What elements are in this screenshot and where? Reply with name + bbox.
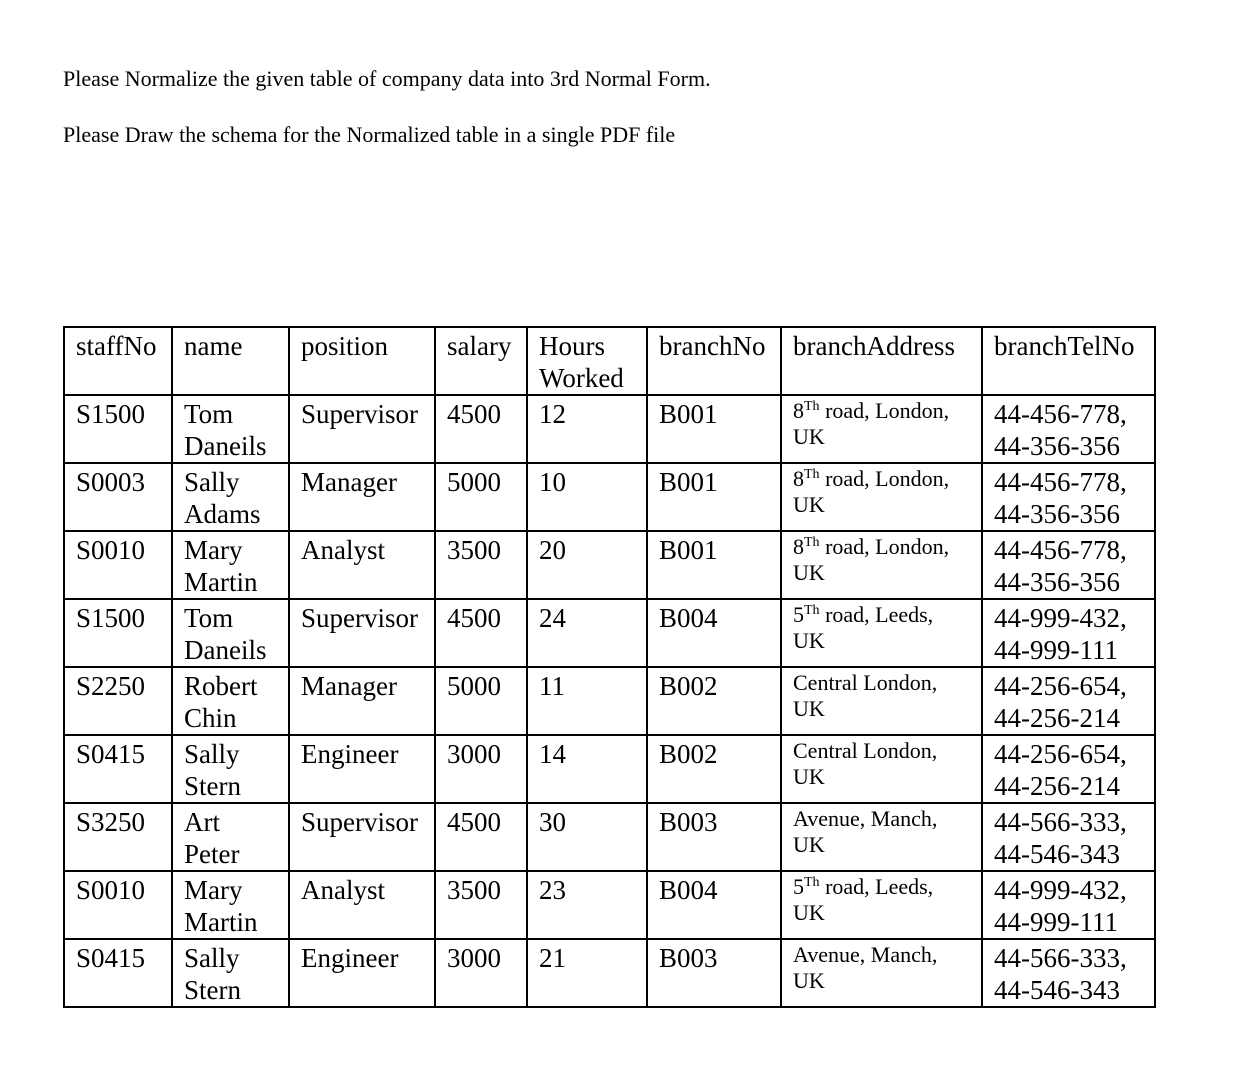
cell-staffno: S0010 (64, 871, 172, 939)
name-last: Daneils (184, 431, 267, 461)
tel-number-2: 44-546-343 (994, 839, 1120, 869)
tel-number-2: 44-999-111 (994, 907, 1118, 937)
cell-staffno: S3250 (64, 803, 172, 871)
tel-number-2: 44-256-214 (994, 771, 1120, 801)
cell-branchaddress (781, 735, 982, 803)
table-row (64, 463, 1155, 531)
cell-position: Analyst (289, 531, 435, 599)
cell-salary: 3000 (435, 735, 527, 803)
cell-branchno: B004 (647, 871, 781, 939)
cell-staffno: S0010 (64, 531, 172, 599)
cell-hours-worked: 14 (527, 735, 647, 803)
cell-name (172, 939, 289, 1007)
tel-number-2: 44-546-343 (994, 975, 1120, 1005)
cell-position: Supervisor (289, 803, 435, 871)
table-header-row (64, 327, 1155, 395)
table-row (64, 939, 1155, 1007)
cell-staffno: S1500 (64, 395, 172, 463)
address-number: 8 (793, 398, 804, 423)
cell-branchno: B004 (647, 599, 781, 667)
cell-branchno: B003 (647, 939, 781, 1007)
address-ordinal-suffix: Th (804, 875, 820, 890)
name-last: Martin (184, 567, 258, 597)
name-first: Art (184, 807, 220, 837)
tel-number-2: 44-356-356 (994, 567, 1120, 597)
address-street: Avenue, Manch, (793, 942, 938, 967)
cell-staffno: S0415 (64, 939, 172, 1007)
cell-position: Supervisor (289, 395, 435, 463)
cell-name (172, 395, 289, 463)
table-row (64, 735, 1155, 803)
cell-position: Engineer (289, 939, 435, 1007)
cell-name (172, 599, 289, 667)
instruction-normalize: Please Normalize the given table of company data into 3rd Normal Form. (63, 66, 711, 91)
cell-salary: 3000 (435, 939, 527, 1007)
cell-salary: 5000 (435, 667, 527, 735)
cell-position: Engineer (289, 735, 435, 803)
table-row (64, 667, 1155, 735)
cell-branchtelno (982, 735, 1155, 803)
cell-name (172, 735, 289, 803)
cell-branchno: B001 (647, 531, 781, 599)
name-last: Adams (184, 499, 261, 529)
cell-staffno: S1500 (64, 599, 172, 667)
cell-name (172, 531, 289, 599)
address-number: 8 (793, 534, 804, 559)
address-country: UK (793, 628, 825, 653)
cell-staffno: S0415 (64, 735, 172, 803)
header-branchaddress: branchAddress (781, 327, 982, 395)
address-street: Avenue, Manch, (793, 806, 938, 831)
cell-position: Manager (289, 463, 435, 531)
header-branchno: branchNo (647, 327, 781, 395)
tel-number-2: 44-999-111 (994, 635, 1118, 665)
tel-number-1: 44-566-333, (994, 943, 1127, 973)
address-street: road, London, (819, 534, 950, 559)
name-first: Sally (184, 943, 240, 973)
tel-number-2: 44-256-214 (994, 703, 1120, 733)
name-first: Tom (184, 603, 234, 633)
cell-staffno: S2250 (64, 667, 172, 735)
address-ordinal-suffix: Th (804, 535, 820, 550)
tel-number-1: 44-256-654, (994, 671, 1127, 701)
address-country: UK (793, 424, 825, 449)
cell-branchaddress (781, 463, 982, 531)
name-first: Sally (184, 739, 240, 769)
tel-number-1: 44-999-432, (994, 875, 1127, 905)
cell-branchaddress (781, 667, 982, 735)
cell-salary: 4500 (435, 395, 527, 463)
cell-branchno: B001 (647, 463, 781, 531)
tel-number-1: 44-566-333, (994, 807, 1127, 837)
address-country: UK (793, 832, 825, 857)
cell-branchaddress (781, 599, 982, 667)
cell-salary: 3500 (435, 531, 527, 599)
address-street: Central London, (793, 738, 938, 763)
table-row (64, 871, 1155, 939)
address-street: road, Leeds, (819, 874, 934, 899)
address-ordinal-suffix: Th (804, 399, 820, 414)
cell-branchno: B001 (647, 395, 781, 463)
address-country: UK (793, 968, 825, 993)
company-data-table (63, 326, 1156, 1008)
cell-branchtelno (982, 463, 1155, 531)
cell-branchtelno (982, 871, 1155, 939)
tel-number-2: 44-356-356 (994, 499, 1120, 529)
tel-number-1: 44-456-778, (994, 399, 1127, 429)
address-country: UK (793, 560, 825, 585)
header-branchtelno: branchTelNo (982, 327, 1155, 395)
cell-salary: 3500 (435, 871, 527, 939)
name-last: Peter (184, 839, 240, 869)
address-street: road, Leeds, (819, 602, 934, 627)
table-body (64, 395, 1155, 1007)
cell-name (172, 803, 289, 871)
cell-hours-worked: 20 (527, 531, 647, 599)
name-first: Robert (184, 671, 258, 701)
name-first: Sally (184, 467, 240, 497)
cell-hours-worked: 24 (527, 599, 647, 667)
tel-number-1: 44-999-432, (994, 603, 1127, 633)
cell-branchtelno (982, 599, 1155, 667)
table-row (64, 395, 1155, 463)
name-last: Daneils (184, 635, 267, 665)
header-staffno: staffNo (64, 327, 172, 395)
address-ordinal-suffix: Th (804, 603, 820, 618)
instruction-draw-schema: Please Draw the schema for the Normalized table in a single PDF file (63, 122, 676, 147)
table-row (64, 531, 1155, 599)
tel-number-1: 44-456-778, (994, 535, 1127, 565)
cell-hours-worked: 30 (527, 803, 647, 871)
address-street: road, London, (819, 466, 950, 491)
address-street: Central London, (793, 670, 938, 695)
address-country: UK (793, 492, 825, 517)
cell-hours-worked: 11 (527, 667, 647, 735)
cell-branchtelno (982, 531, 1155, 599)
cell-salary: 5000 (435, 463, 527, 531)
cell-position: Supervisor (289, 599, 435, 667)
cell-branchno: B002 (647, 667, 781, 735)
cell-branchtelno (982, 667, 1155, 735)
table-row (64, 599, 1155, 667)
address-ordinal-suffix: Th (804, 467, 820, 482)
header-name: name (172, 327, 289, 395)
name-last: Martin (184, 907, 258, 937)
cell-branchno: B003 (647, 803, 781, 871)
cell-name (172, 667, 289, 735)
cell-branchtelno (982, 395, 1155, 463)
address-country: UK (793, 696, 825, 721)
cell-branchtelno (982, 803, 1155, 871)
name-first: Tom (184, 399, 234, 429)
header-salary: salary (435, 327, 527, 395)
name-last: Stern (184, 771, 241, 801)
cell-salary: 4500 (435, 803, 527, 871)
cell-salary: 4500 (435, 599, 527, 667)
cell-name (172, 463, 289, 531)
header-hours-worked: Hours Worked (527, 327, 647, 395)
cell-branchtelno (982, 939, 1155, 1007)
name-last: Chin (184, 703, 237, 733)
name-first: Mary (184, 875, 243, 905)
cell-staffno: S0003 (64, 463, 172, 531)
cell-hours-worked: 12 (527, 395, 647, 463)
address-country: UK (793, 764, 825, 789)
header-position: position (289, 327, 435, 395)
name-first: Mary (184, 535, 243, 565)
cell-position: Analyst (289, 871, 435, 939)
address-number: 5 (793, 602, 804, 627)
tel-number-2: 44-356-356 (994, 431, 1120, 461)
tel-number-1: 44-456-778, (994, 467, 1127, 497)
cell-branchno: B002 (647, 735, 781, 803)
cell-position: Manager (289, 667, 435, 735)
address-country: UK (793, 900, 825, 925)
cell-hours-worked: 23 (527, 871, 647, 939)
cell-branchaddress (781, 871, 982, 939)
cell-branchaddress (781, 939, 982, 1007)
address-number: 5 (793, 874, 804, 899)
name-last: Stern (184, 975, 241, 1005)
cell-name (172, 871, 289, 939)
cell-hours-worked: 10 (527, 463, 647, 531)
table-row (64, 803, 1155, 871)
cell-branchaddress (781, 395, 982, 463)
address-street: road, London, (819, 398, 950, 423)
tel-number-1: 44-256-654, (994, 739, 1127, 769)
address-number: 8 (793, 466, 804, 491)
cell-branchaddress (781, 803, 982, 871)
cell-branchaddress (781, 531, 982, 599)
cell-hours-worked: 21 (527, 939, 647, 1007)
